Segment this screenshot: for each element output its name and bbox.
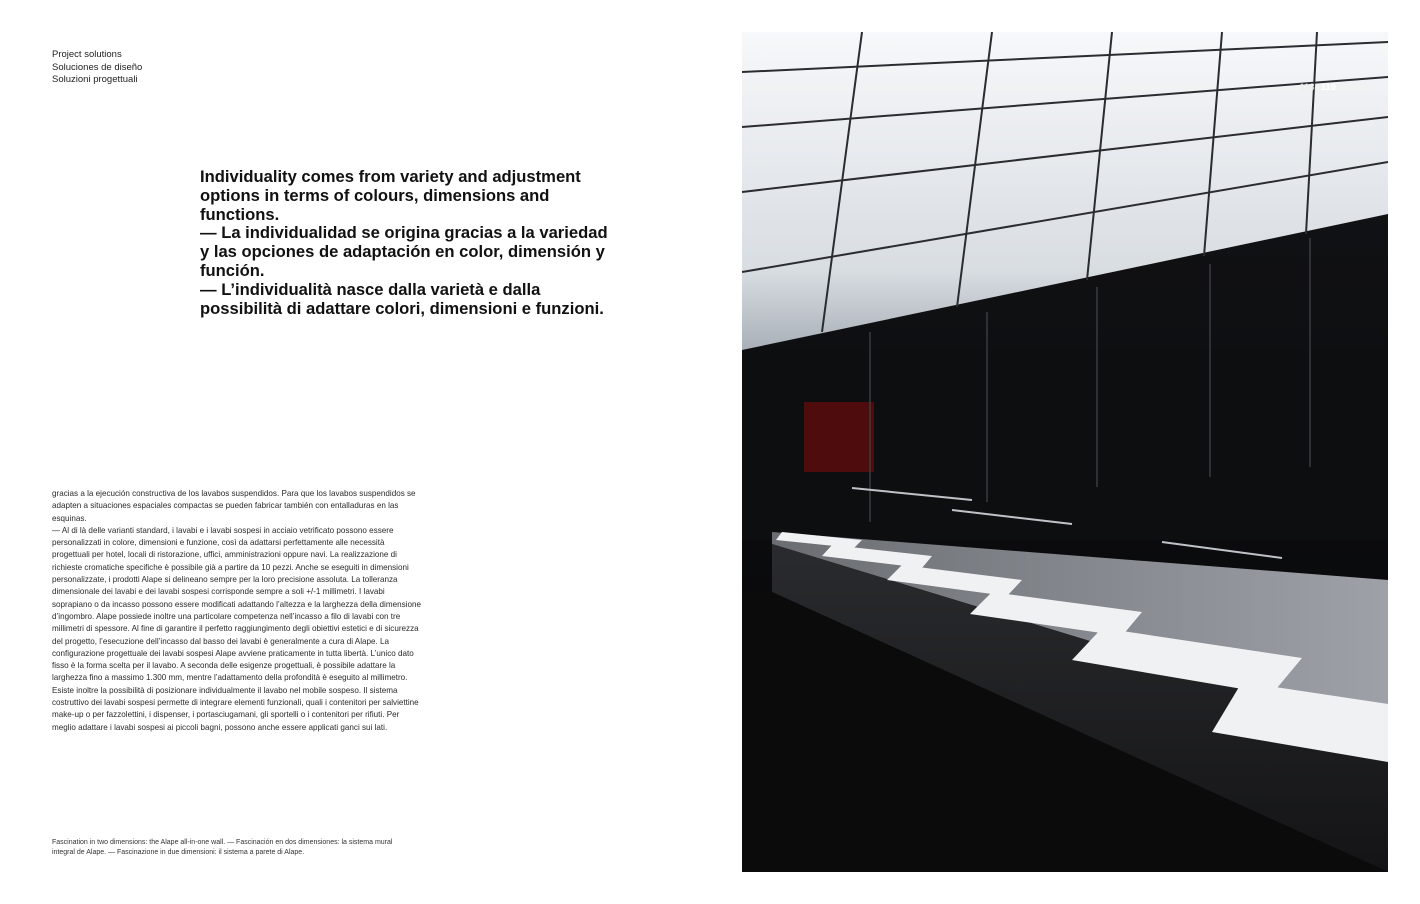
- section-label-es: Soluciones de diseño: [52, 61, 143, 73]
- washroom-photo: [742, 32, 1388, 872]
- headline-es: — La individualidad se origina gracias a la variedad y las opciones de adaptación en color, dimensión y función.: [200, 223, 608, 280]
- red-accent: [804, 402, 874, 472]
- body-paragraph-es: gracias a la ejecución constructiva de los lavabos suspendidos. Para que los lavabos suspendidos se adapten a situaciones espaciales compactas se pueden fabricar también con entalladuras en las esquinas.: [52, 489, 416, 523]
- section-label: [52, 49, 142, 87]
- headline: [200, 168, 620, 318]
- headline-it: — L’individualità nasce dalla varietà e dalla possibilità di adattare colori, dimensioni e funzioni.: [200, 279, 604, 318]
- section-label-en: Project solutions: [52, 49, 122, 60]
- headline-en: Individuality comes from variety and adjustment options in terms of colours, dimensions and functions.: [200, 167, 581, 224]
- body-paragraph-it: — Al di là delle varianti standard, i lavabi e i lavabi sospesi in acciaio vetrificato possono essere personalizzati in colore, dimensioni e funzione, così da adattarsi perfettamente alle necessità progettuali per hotel, locali di ristorazione, uffici, amministrazioni oppure navi. La realizzazione di richieste cromatiche specifiche è possibile già a partire da 10 pezzi. Anche se eseguiti in dimensioni personalizzate, i prodotti Alape si delineano sempre per la loro precisione assoluta. La tolleranza dimensionale dei lavabi e dei lavabi sospesi corrisponde sempre a soli +/-1 millimetri. I lavabi soprapiano o da incasso possono essere modificati adattando l’altezza e la larghezza della dimensione d’ingombro. Alape possiede inoltre una particolare competenza nell’incasso a filo di lavabi con tre millimetri di spessore. Al fine di garantire il perfetto raggiungimento degli obiettivi estetici e di sicurezza del progetto, l’esecuzione dell’incasso dal basso dei lavabi è generalmente a cura di Alape. La configurazione progettuale dei lavabi sospesi Alape avviene praticamente in tutta libertà. L’unico dato fisso è la forma scelta per il lavabo. A seconda delle esigenze progettuali, è possibile adattare la larghezza fino a massimo 1.300 mm, mentre l’adattamento della profondità è eseguito al millimetro. Esiste inoltre la possibilità di posizionare individualmente il lavabo nel mobile sospeso. Il sistema costruttivo dei lavabi sospesi permette di integrare elementi funzionali, quali i contenitori per salviettine make-up o per fazzolettini, i dispenser, i portasciugamani, gli sportelli o i contenitori per rifiuti. Per meglio adattare i lavabi sospesi ai piccoli bagni, possono anche essere applicati ganci sui lati.: [52, 525, 421, 732]
- body-text: [52, 488, 422, 734]
- photo-caption: Fascination in two dimensions: the Alape all-in-one wall. — Fascinación en dos dimensiones: la sistema mural integral de Alape. — Fascinazione in due dimensioni: il sistema a parete di Alape.: [52, 839, 393, 856]
- section-label-it: Soluzioni progettuali: [52, 74, 138, 86]
- page-number-left: 118: [1299, 82, 1315, 93]
- page-numbers: [1300, 82, 1336, 93]
- page-number-right: 119: [1320, 82, 1336, 93]
- washroom-illustration: [742, 32, 1388, 872]
